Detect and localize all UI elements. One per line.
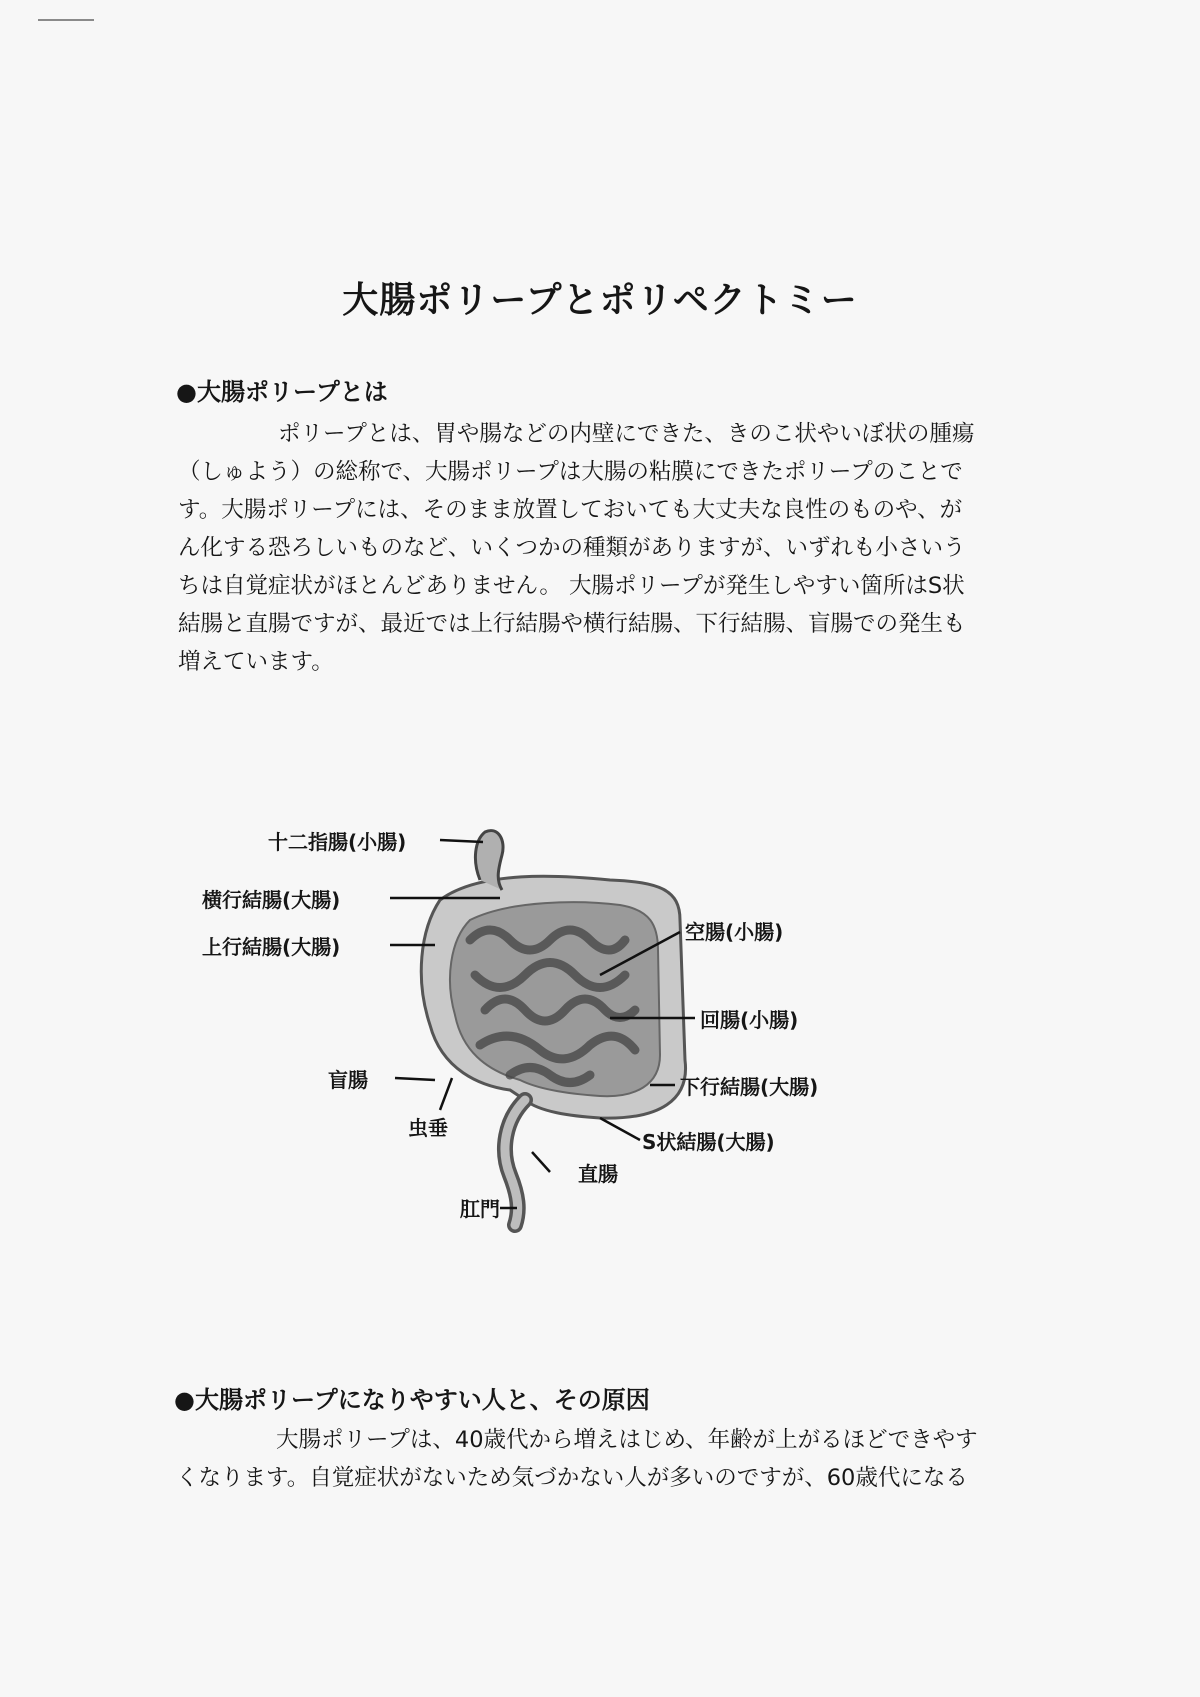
paragraph-line: 結腸と直腸ですが、最近では上行結腸や横行結腸、下行結腸、盲腸での発生も — [178, 611, 966, 637]
label-transverse-colon: 横行結腸(大腸) — [202, 888, 341, 912]
paragraph-line: ポリープとは、胃や腸などの内壁にできた、きのこ状やいぼ状の腫瘍 — [278, 421, 975, 447]
paragraph-line: ん化する恐ろしいものなど、いくつかの種類がありますが、いずれも小さいう — [178, 535, 966, 561]
duodenum-shape — [475, 831, 503, 890]
label-ileum: 回腸(小腸) — [700, 1008, 799, 1032]
label-descending-colon: 下行結腸(大腸) — [680, 1075, 819, 1099]
label-jejunum: 空腸(小腸) — [685, 920, 784, 944]
label-appendix: 虫垂 — [408, 1116, 448, 1140]
paragraph-causes — [176, 1421, 1036, 1497]
paragraph-line: 大腸ポリープは、40歳代から増えはじめ、年齢が上がるほどできやす — [276, 1427, 978, 1453]
intestine-illustration — [180, 800, 960, 1240]
section-heading-causes: ●大腸ポリープになりやすい人と、その原因 — [174, 1386, 650, 1414]
paragraph-line: ちは自覚症状がほとんどありません。 大腸ポリープが発生しやすい箇所はS状 — [178, 573, 965, 599]
paragraph-line: （しゅよう）の総称で、大腸ポリープは大腸の粘膜にできたポリープのことで — [178, 459, 963, 485]
page-title: 大腸ポリープとポリペクトミー — [342, 280, 858, 321]
paragraph-line: くなります。自覚症状がないため気づかない人が多いのですが、60歳代になる — [176, 1465, 968, 1491]
paragraph-line: す。大腸ポリープには、そのまま放置しておいても大丈夫な良性のものや、が — [178, 497, 963, 523]
scan-mark — [38, 19, 94, 21]
label-cecum: 盲腸 — [328, 1068, 368, 1092]
label-rectum: 直腸 — [578, 1162, 618, 1186]
section-heading-about-polyp: ●大腸ポリープとは — [176, 378, 388, 406]
label-ascending-colon: 上行結腸(大腸) — [202, 935, 341, 959]
label-duodenum: 十二指腸(小腸) — [268, 830, 407, 854]
paragraph-about-polyp — [178, 415, 1038, 681]
label-sigmoid-colon: S状結腸(大腸) — [642, 1130, 775, 1154]
label-anus: 肛門 — [460, 1197, 500, 1221]
intestine-diagram — [180, 800, 960, 1240]
paragraph-line: 増えています。 — [178, 649, 334, 675]
